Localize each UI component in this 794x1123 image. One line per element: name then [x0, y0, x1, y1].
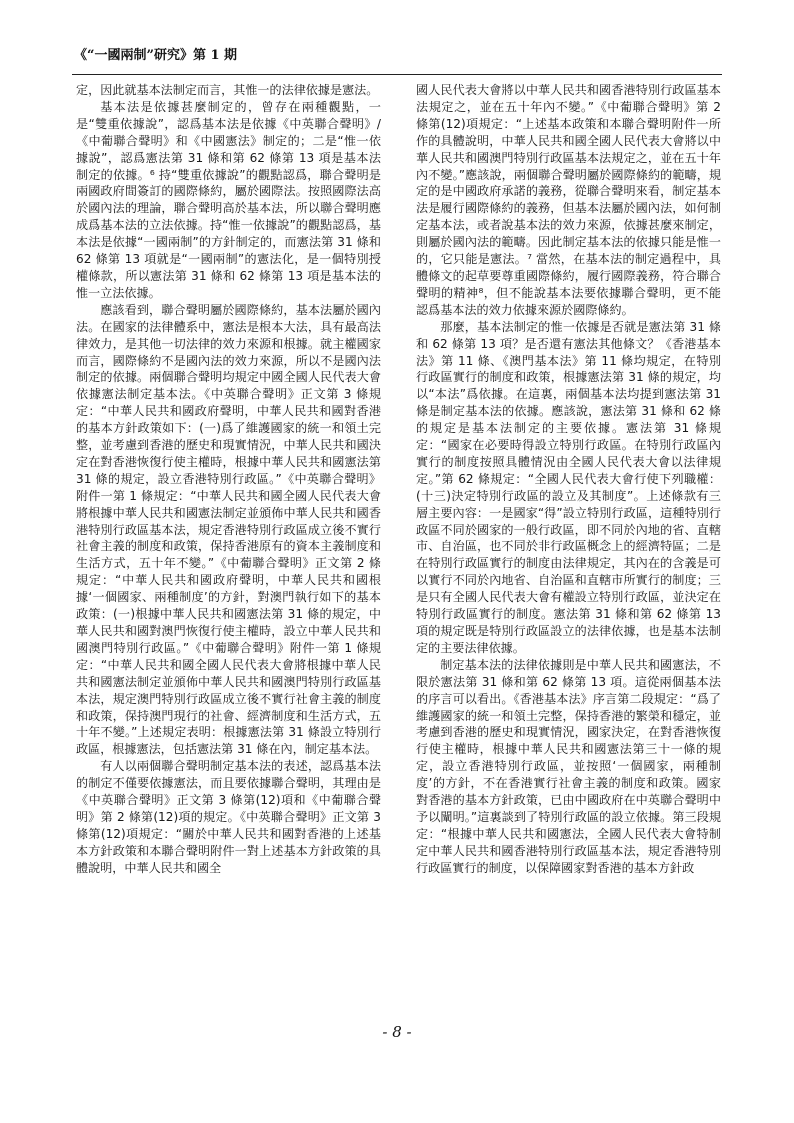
right-column — [416, 82, 721, 875]
running-header: 《“一國兩制”研究》第 1 期 — [74, 48, 238, 63]
paragraph: 國人民代表大會將以中華人民共和國香港特別行政區基本法規定之，並在五十年內不變。”《中葡聯合聲明》第 2 條第(12)項規定：“上述基本政策和本聯合聲明附件一所作的具體說明，中華人民共和國全國人民代表大會將以中華人民共和國澳門特別行政區基本法規定之，並在五十年內不變。”應該說，兩個聯合聲明屬於國際條約的範疇，規定的是中國政府承諾的義務，從聯合聲明來看，制定基本法是履行國際條約的義務，但基本法屬於國內法，如何制定基本法，或者說基本法的效力來源，依據甚麼來制定，則屬於國內法的範疇。因此制定基本法的依據只能是惟一的，它只能是憲法。⁷ 當然，在基本法的制定過程中，具體條文的起草要尊重國際條約，履行國際義務，符合聯合聲明的精神⁸，但不能說基本法要依據聯合聲明，更不能認爲基本法的效力依據來源於國際條約。 — [416, 83, 721, 317]
paragraph: 有人以兩個聯合聲明制定基本法的表述，認爲基本法的制定不僅要依據憲法，而且要依據聯合聲明，其理由是《中英聯合聲明》正文第 3 條第(12)項和《中葡聯合聲明》第 2 條第(12)項的規定。《中英聯合聲明》正文第 3 條第(12)項規定：“關於中華人民共和國對香港的上述基本方針政策和本聯合聲明附件一對上述基本方針政策的具體說明，中華人民共和國全 — [76, 759, 381, 875]
page-number: - 8 - — [382, 1023, 412, 1041]
paragraph: 定，因此就基本法制定而言，其惟一的法律依據是憲法。 — [76, 83, 379, 97]
left-column — [76, 82, 381, 875]
paragraph: 應該看到，聯合聲明屬於國際條約，基本法屬於國內法。在國家的法律體系中，憲法是根本大法，具有最高法律效力，是其他一切法律的效力來源和根據。就主權國家而言，國際條約不是國內法的效力來源，所以不是國內法制定的依據。兩個聯合聲明均規定中國全國人民代表大會依據憲法制定基本法。《中英聯合聲明》正文第 3 條規定：“中華人民共和國政府聲明，中華人民共和國對香港的基本方針政策如下：(一)爲了維護國家的統一和領土完整，並考慮到香港的歷史和現實情況，中華人民共和國決定在對香港恢復行使主權時，根據中華人民共和國憲法第 31 條的規定，設立香港特別行政區。”《中英聯合聲明》附件一第 1 條規定：“中華人民共和國全國人民代表大會將根據中華人民共和國憲法制定並頒佈中華人民共和國香港特別行政區基本法，規定香港特別行政區成立後不實行社會主義的制度和政策，保持香港原有的資本主義制度和生活方式，五十年不變。”《中葡聯合聲明》正文第 2 條規定：“中華人民共和國政府聲明，中華人民共和國根據‘一個國家、兩種制度’的方針，對澳門執行如下的基本政策：(一)根據中華人民共和國憲法第 31 條的規定，中華人民共和國對澳門恢復行使主權時，設立中華人民共和國澳門特別行政區。”《中葡聯合聲明》附件一第 1 條規定：“中華人民共和國全國人民代表大會將根據中華人民共和國憲法制定並頒佈中華人民共和國澳門特別行政區基本法，規定澳門特別行政區成立後不實行社會主義的制度和政策，保持澳門現行的社會、經濟制度和生活方式，五十年不變。”上述規定表明：根據憲法第 31 條設立特別行政區，根據憲法，包括憲法第 31 條在內，制定基本法。 — [76, 302, 381, 757]
paragraph: 基本法是依據甚麼制定的，曾存在兩種觀點，一是“雙重依據說”，認爲基本法是依據《中英聯合聲明》/《中葡聯合聲明》和《中國憲法》制定的；二是“惟一依據說”，認爲憲法第 31 條和第 62 條第 13 項是基本法制定的依據。⁶ 持“雙重依據說”的觀點認爲，聯合聲明是兩國政府間簽訂的國際條約，屬於國際法。按照國際法高於國內法的理論，聯合聲明高於基本法，所以聯合聲明應成爲基本法的立法依據。持“惟一依據說”的觀點認爲，基本法是依據“一國兩制”的方針制定的，而憲法第 31 條和 62 條第 13 項就是“一國兩制”的憲法化，是一個特別授權條款，所以憲法第 31 條和 62 條第 13 項是基本法的惟一立法依據。 — [76, 99, 381, 300]
paragraph: 制定基本法的法律依據則是中華人民共和國憲法，不限於憲法第 31 條和第 62 條第 13 項。這從兩個基本法的序言可以看出。《香港基本法》序言第二段規定：“爲了維護國家的統一和領土完整，保持香港的繁榮和穩定，並考慮到香港的歷史和現實情況，國家決定，在對香港恢復行使主權時，根據中華人民共和國憲法第三十一條的規定，設立香港特別行政區，並按照‘一個國家，兩種制度’的方針，不在香港實行社會主義的制度和政策。國家對香港的基本方針政策，已由中國政府在中英聯合聲明中予以闡明。”這裏談到了特別行政區的設立依據。第三段規定：“根據中華人民共和國憲法，全國人民代表大會特制定中華人民共和國香港特別行政區基本法，規定香港特別行政區實行的制度，以保障國家對香港的基本方針政 — [416, 657, 721, 875]
paragraph: 那麼，基本法制定的惟一依據是否就是憲法第 31 條和 62 條第 13 項？是否還有憲法其他條文？《香港基本法》第 11 條、《澳門基本法》第 11 條均規定，在特別行政區實行的制度和政策，根據憲法第 31 條的規定，均以“本法”爲依據。在這裏，兩個基本法均提到憲法第 31 條是制定基本法的依據。應該說，憲法第 31 條和 62 條的規定是基本法制定的主要依據。憲法第 31 條規定：“國家在必要時得設立特別行政區。在特別行政區內實行的制度按照具體情況由全國人民代表大會以法律規定。”第 62 條規定：“全國人民代表大會行使下列職權：(十三)決定特別行政區的設立及其制度”。上述條款有三層主要內容：一是國家“得”設立特別行政區，這種特別行政區不同於國家的一般行政區，即不同於內地的省、直轄市、自治區，也不同於非行政區概念上的經濟特區；二是在特別行政區實行的制度由法律規定，其內在的含義是可以實行不同於內地省、自治區和直轄市所實行的制度；三是只有全國人民代表大會有權設立特別行政區，並決定在特別行政區實行的制度。憲法第 31 條和第 62 條第 13 項的規定既是特別行政區設立的法律依據，也是基本法制定的主要法律依據。 — [416, 319, 721, 655]
header-rule — [72, 74, 722, 75]
